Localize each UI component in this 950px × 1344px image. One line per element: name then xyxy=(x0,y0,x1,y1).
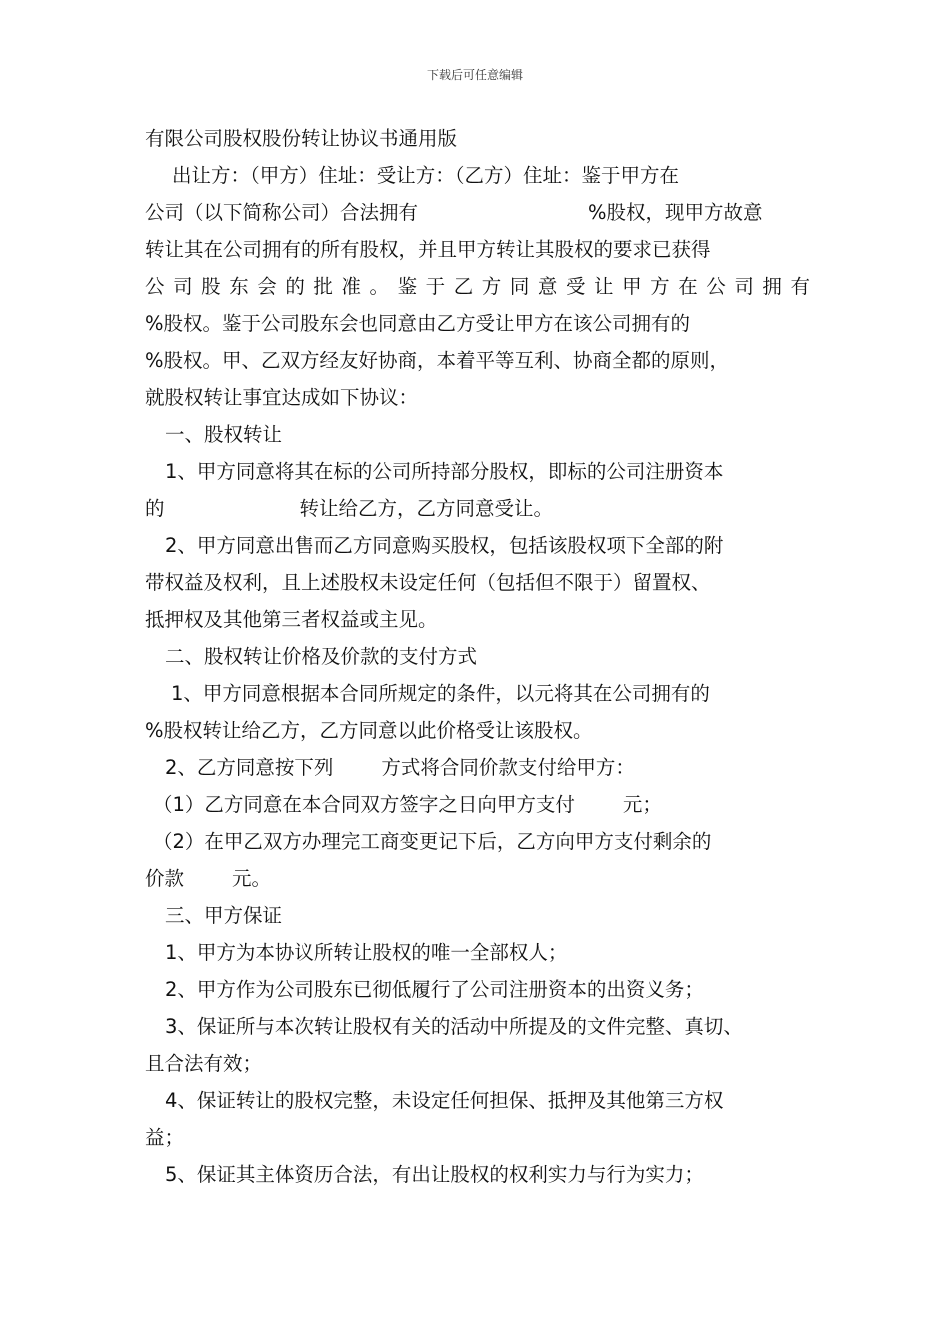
section-2-para-4-line-2 xyxy=(145,860,810,897)
section-2-para-3-part-2: 元； xyxy=(622,793,662,816)
intro-line-2 xyxy=(145,194,810,231)
section-1-para-2-line-3: 抵押权及其他第三者权益或主见。 xyxy=(145,608,438,631)
section-1-para-2-line-1: 2、甲方同意出售而乙方同意购买股权，包括该股权项下全部的附 xyxy=(165,534,724,557)
intro-line-7: 就股权转让事宜达成如下协议： xyxy=(145,386,419,409)
section-2-para-1-line-2: %股权转让给乙方，乙方同意以此价格受让该股权。 xyxy=(145,719,593,742)
section-3-item-4-line-1: 4、保证转让的股权完整，未设定任何担保、抵押及其他第三方权 xyxy=(165,1089,724,1112)
section-3-item-4-line-2: 益； xyxy=(145,1126,185,1149)
section-2-heading: 二、股权转让价格及价款的支付方式 xyxy=(165,645,478,668)
section-3-item-3-line-1: 3、保证所与本次转让股权有关的活动中所提及的文件完整、真切、 xyxy=(165,1015,743,1038)
section-1-para-1-line-2-part-2: 转让给乙方，乙方同意受让。 xyxy=(299,497,554,520)
section-3-item-2: 2、甲方作为公司股东已彻低履行了公司注册资本的出资义务； xyxy=(165,978,704,1001)
section-3-heading: 三、甲方保证 xyxy=(165,904,283,927)
intro-line-2-part-2: %股权，现甲方故意 xyxy=(588,201,763,224)
section-3-item-5: 5、保证其主体资历合法，有出让股权的权利实力与行为实力； xyxy=(165,1163,704,1186)
intro-line-1: 出让方：（甲方）住址：受让方：（乙方）住址：鉴于甲方在 xyxy=(172,164,680,187)
section-1-para-1-line-2 xyxy=(145,490,810,527)
section-2-para-4-line-1: （2）在甲乙双方办理完工商变更记下后，乙方向甲方支付剩余的 xyxy=(153,830,712,853)
section-2-para-3-part-1: （1）乙方同意在本合同双方签字之日向甲方支付 xyxy=(153,793,575,816)
section-2-para-4-line-2-part-1: 价款 xyxy=(145,867,185,890)
section-2-para-2-part-1: 2、乙方同意按下列 xyxy=(165,756,334,779)
intro-line-3: 转让其在公司拥有的所有股权，并且甲方转让其股权的要求已获得 xyxy=(145,238,711,261)
section-3-item-1: 1、甲方为本协议所转让股权的唯一全部权人； xyxy=(165,941,568,964)
document-title: 有限公司股权股份转让协议书通用版 xyxy=(145,127,458,150)
section-2-para-4-line-2-part-2: 元。 xyxy=(232,867,272,890)
section-2-para-1-line-1: 1、甲方同意根据本合同所规定的条件，以元将其在公司拥有的 xyxy=(171,682,710,705)
section-1-para-1-line-1: 1、甲方同意将其在标的公司所持部分股权，即标的公司注册资本 xyxy=(165,460,724,483)
section-1-para-2-line-2: 带权益及权利，且上述股权未设定任何（包括但不限于）留置权、 xyxy=(145,571,711,594)
section-3-item-3-line-2: 且合法有效； xyxy=(145,1052,263,1075)
intro-line-4: 公司股东会的批准。鉴于乙方同意受让甲方在公司拥有 xyxy=(145,275,810,298)
page-header-note: 下载后可任意编辑 xyxy=(426,68,523,82)
section-1-para-1-line-2-part-1: 的 xyxy=(145,497,165,520)
intro-line-2-part-1: 公司（以下简称公司）合法拥有 xyxy=(145,201,419,224)
section-1-heading: 一、股权转让 xyxy=(165,423,283,446)
section-2-para-2 xyxy=(145,749,810,786)
section-2-para-2-part-2: 方式将合同价款支付给甲方： xyxy=(381,756,635,779)
section-2-para-3 xyxy=(145,786,810,823)
document-body xyxy=(145,120,810,1193)
intro-line-6: %股权。甲、乙双方经友好协商，本着平等互利、协商全都的原则， xyxy=(145,349,730,372)
intro-line-5: %股权。鉴于公司股东会也同意由乙方受让甲方在该公司拥有的 xyxy=(145,312,691,335)
